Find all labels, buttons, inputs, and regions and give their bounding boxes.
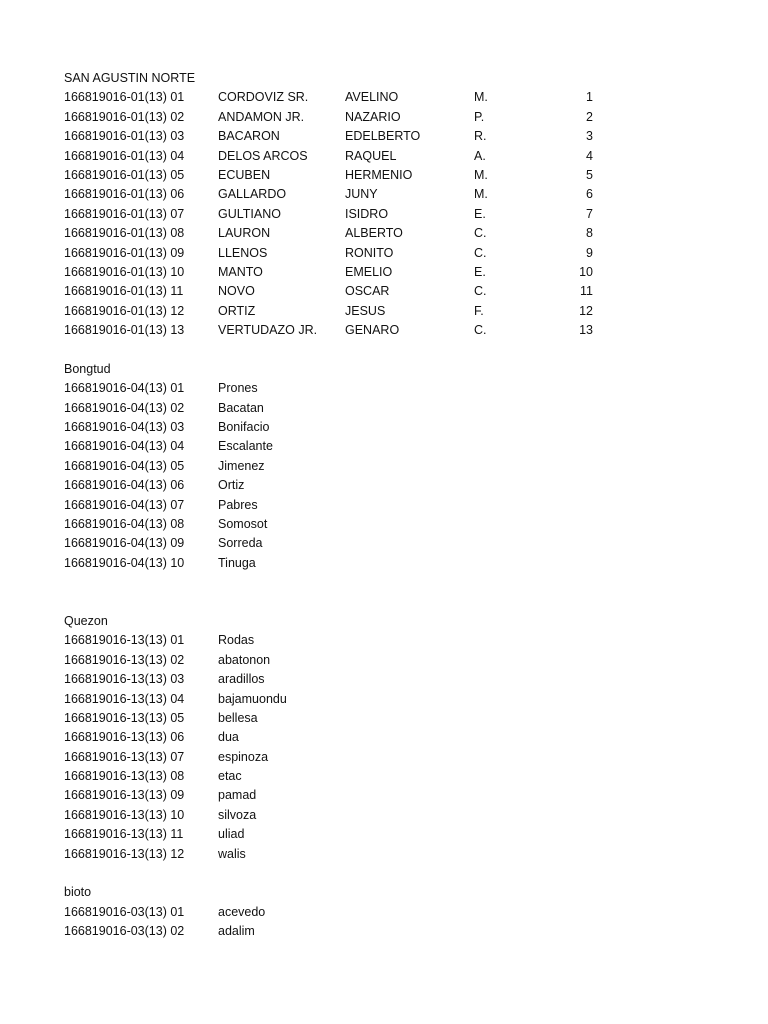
table-row bbox=[64, 922, 624, 941]
row-last-name: bajamuondu bbox=[218, 691, 287, 706]
table-row bbox=[64, 709, 624, 728]
row-number: 3 bbox=[586, 129, 593, 144]
document-sheet bbox=[64, 69, 624, 942]
row-code: 166819016-13(13) 03 bbox=[64, 672, 185, 687]
row-number: 12 bbox=[579, 303, 593, 318]
row-last-name: ECUBEN bbox=[218, 167, 271, 182]
row-code: 166819016-13(13) 09 bbox=[64, 788, 185, 803]
row-last-name: silvoza bbox=[218, 807, 257, 822]
row-code: 166819016-13(13) 04 bbox=[64, 691, 185, 706]
row-code: 166819016-01(13) 05 bbox=[64, 167, 185, 182]
table-row bbox=[64, 845, 624, 864]
row-last-name: ANDAMON JR. bbox=[218, 109, 305, 124]
row-last-name: ORTIZ bbox=[218, 303, 256, 318]
row-code: 166819016-04(13) 07 bbox=[64, 497, 185, 512]
row-code: 166819016-13(13) 08 bbox=[64, 769, 185, 784]
row-middle-initial: M. bbox=[474, 167, 488, 182]
row-middle-initial: C. bbox=[474, 245, 487, 260]
row-middle-initial: E. bbox=[474, 264, 486, 279]
section-title: Bongtud bbox=[64, 361, 111, 376]
row-code: 166819016-01(13) 11 bbox=[64, 284, 184, 299]
row-last-name: Bonifacio bbox=[218, 420, 270, 435]
row-first-name: JUNY bbox=[345, 187, 378, 202]
row-code: 166819016-01(13) 04 bbox=[64, 148, 185, 163]
table-row bbox=[64, 515, 624, 534]
row-last-name: abatonon bbox=[218, 652, 271, 667]
row-code: 166819016-13(13) 12 bbox=[64, 846, 185, 861]
row-code: 166819016-03(13) 01 bbox=[64, 904, 185, 919]
section-title: bioto bbox=[64, 885, 92, 900]
row-last-name: Rodas bbox=[218, 633, 255, 648]
table-row bbox=[64, 825, 624, 844]
row-last-name: etac bbox=[218, 769, 242, 784]
row-first-name: EMELIO bbox=[345, 264, 393, 279]
row-last-name: LLENOS bbox=[218, 245, 268, 260]
row-last-name: Escalante bbox=[218, 439, 273, 454]
row-first-name: JESUS bbox=[345, 303, 386, 318]
row-last-name: bellesa bbox=[218, 710, 258, 725]
row-number: 6 bbox=[586, 187, 593, 202]
row-code: 166819016-13(13) 05 bbox=[64, 710, 185, 725]
table-row bbox=[64, 379, 624, 398]
row-number: 9 bbox=[586, 245, 593, 260]
section-quezon bbox=[64, 612, 624, 864]
row-middle-initial: R. bbox=[474, 129, 487, 144]
table-row bbox=[64, 399, 624, 418]
row-number: 10 bbox=[579, 264, 593, 279]
section-bioto bbox=[64, 883, 624, 941]
row-number: 2 bbox=[586, 109, 593, 124]
table-row bbox=[64, 166, 624, 185]
row-last-name: Jimenez bbox=[218, 458, 265, 473]
row-last-name: VERTUDAZO JR. bbox=[218, 323, 318, 338]
row-number: 4 bbox=[586, 148, 593, 163]
row-code: 166819016-04(13) 10 bbox=[64, 555, 185, 570]
table-row bbox=[64, 282, 624, 301]
row-code: 166819016-04(13) 03 bbox=[64, 420, 185, 435]
row-code: 166819016-04(13) 01 bbox=[64, 381, 185, 396]
row-last-name: dua bbox=[218, 730, 239, 745]
row-code: 166819016-01(13) 02 bbox=[64, 109, 185, 124]
row-first-name: AVELINO bbox=[345, 90, 399, 105]
table-row bbox=[64, 670, 624, 689]
row-last-name: CORDOVIZ SR. bbox=[218, 90, 309, 105]
row-code: 166819016-13(13) 10 bbox=[64, 807, 185, 822]
section-bongtud bbox=[64, 360, 624, 573]
table-row bbox=[64, 651, 624, 670]
row-middle-initial: M. bbox=[474, 90, 488, 105]
table-row bbox=[64, 903, 624, 922]
row-code: 166819016-13(13) 07 bbox=[64, 749, 185, 764]
row-middle-initial: P. bbox=[474, 109, 485, 124]
row-last-name: Bacatan bbox=[218, 400, 264, 415]
row-middle-initial: A. bbox=[474, 148, 486, 163]
table-row bbox=[64, 418, 624, 437]
table-row bbox=[64, 321, 624, 340]
row-middle-initial: C. bbox=[474, 323, 487, 338]
table-row bbox=[64, 205, 624, 224]
table-row bbox=[64, 496, 624, 515]
row-number: 13 bbox=[579, 323, 593, 338]
table-row bbox=[64, 786, 624, 805]
row-last-name: aradillos bbox=[218, 672, 265, 687]
section-title: SAN AGUSTIN NORTE bbox=[64, 71, 196, 85]
table-row bbox=[64, 263, 624, 282]
row-code: 166819016-13(13) 11 bbox=[64, 827, 184, 842]
section-title: Quezon bbox=[64, 613, 108, 628]
row-middle-initial: C. bbox=[474, 226, 487, 241]
row-last-name: NOVO bbox=[218, 284, 255, 299]
row-code: 166819016-01(13) 06 bbox=[64, 187, 185, 202]
table-row bbox=[64, 437, 624, 456]
blank-row bbox=[64, 573, 624, 612]
row-code: 166819016-13(13) 06 bbox=[64, 730, 185, 745]
row-code: 166819016-04(13) 09 bbox=[64, 536, 185, 551]
row-middle-initial: M. bbox=[474, 187, 488, 202]
table-row bbox=[64, 224, 624, 243]
table-row bbox=[64, 748, 624, 767]
row-number: 5 bbox=[586, 167, 593, 182]
table-row bbox=[64, 147, 624, 166]
row-number: 7 bbox=[586, 206, 593, 221]
row-last-name: Ortiz bbox=[218, 478, 245, 493]
row-code: 166819016-04(13) 02 bbox=[64, 400, 185, 415]
table-row bbox=[64, 127, 624, 146]
row-middle-initial: C. bbox=[474, 284, 487, 299]
row-last-name: Somosot bbox=[218, 516, 268, 531]
row-code: 166819016-01(13) 10 bbox=[64, 264, 185, 279]
row-last-name: pamad bbox=[218, 788, 257, 803]
table-row bbox=[64, 88, 624, 107]
row-code: 166819016-04(13) 05 bbox=[64, 458, 185, 473]
table-row bbox=[64, 534, 624, 553]
row-first-name: ALBERTO bbox=[345, 226, 403, 241]
row-last-name: DELOS ARCOS bbox=[218, 148, 308, 163]
row-code: 166819016-01(13) 01 bbox=[64, 90, 185, 105]
row-last-name: BACARON bbox=[218, 129, 280, 144]
row-middle-initial: E. bbox=[474, 206, 486, 221]
table-row bbox=[64, 806, 624, 825]
row-last-name: MANTO bbox=[218, 264, 263, 279]
row-number: 1 bbox=[586, 90, 593, 105]
table-row bbox=[64, 728, 624, 747]
row-first-name: RAQUEL bbox=[345, 148, 397, 163]
row-last-name: GALLARDO bbox=[218, 187, 287, 202]
row-last-name: acevedo bbox=[218, 904, 266, 919]
row-code: 166819016-04(13) 08 bbox=[64, 516, 185, 531]
section-san-agustin-norte bbox=[64, 69, 624, 340]
row-code: 166819016-04(13) 06 bbox=[64, 478, 185, 493]
table-row bbox=[64, 457, 624, 476]
row-code: 166819016-01(13) 08 bbox=[64, 226, 185, 241]
table-row bbox=[64, 690, 624, 709]
table-row bbox=[64, 302, 624, 321]
row-first-name: NAZARIO bbox=[345, 109, 401, 124]
row-last-name: Pabres bbox=[218, 497, 258, 512]
table-row bbox=[64, 554, 624, 573]
row-number: 11 bbox=[580, 284, 593, 299]
row-code: 166819016-01(13) 07 bbox=[64, 206, 185, 221]
table-row bbox=[64, 185, 624, 204]
blank-row bbox=[64, 864, 624, 883]
row-code: 166819016-13(13) 02 bbox=[64, 652, 185, 667]
table-row bbox=[64, 476, 624, 495]
row-first-name: GENARO bbox=[345, 323, 400, 338]
row-code: 166819016-01(13) 03 bbox=[64, 129, 185, 144]
blank-row bbox=[64, 340, 624, 359]
row-last-name: walis bbox=[218, 846, 246, 861]
row-first-name: ISIDRO bbox=[345, 206, 389, 221]
row-last-name: uliad bbox=[218, 827, 245, 842]
row-code: 166819016-03(13) 02 bbox=[64, 924, 185, 939]
row-number: 8 bbox=[586, 226, 593, 241]
row-last-name: adalim bbox=[218, 924, 255, 939]
row-last-name: Prones bbox=[218, 381, 258, 396]
row-code: 166819016-04(13) 04 bbox=[64, 439, 185, 454]
row-last-name: Tinuga bbox=[218, 555, 256, 570]
row-last-name: Sorreda bbox=[218, 536, 263, 551]
row-first-name: RONITO bbox=[345, 245, 394, 260]
row-code: 166819016-01(13) 13 bbox=[64, 323, 185, 338]
table-row bbox=[64, 108, 624, 127]
row-code: 166819016-01(13) 12 bbox=[64, 303, 185, 318]
row-middle-initial: F. bbox=[474, 303, 484, 318]
table-row bbox=[64, 767, 624, 786]
row-code: 166819016-01(13) 09 bbox=[64, 245, 185, 260]
row-last-name: espinoza bbox=[218, 749, 269, 764]
row-first-name: HERMENIO bbox=[345, 167, 413, 182]
table-row bbox=[64, 631, 624, 650]
row-last-name: GULTIANO bbox=[218, 206, 281, 221]
row-first-name: EDELBERTO bbox=[345, 129, 421, 144]
row-last-name: LAURON bbox=[218, 226, 271, 241]
row-code: 166819016-13(13) 01 bbox=[64, 633, 185, 648]
row-first-name: OSCAR bbox=[345, 284, 390, 299]
table-row bbox=[64, 244, 624, 263]
